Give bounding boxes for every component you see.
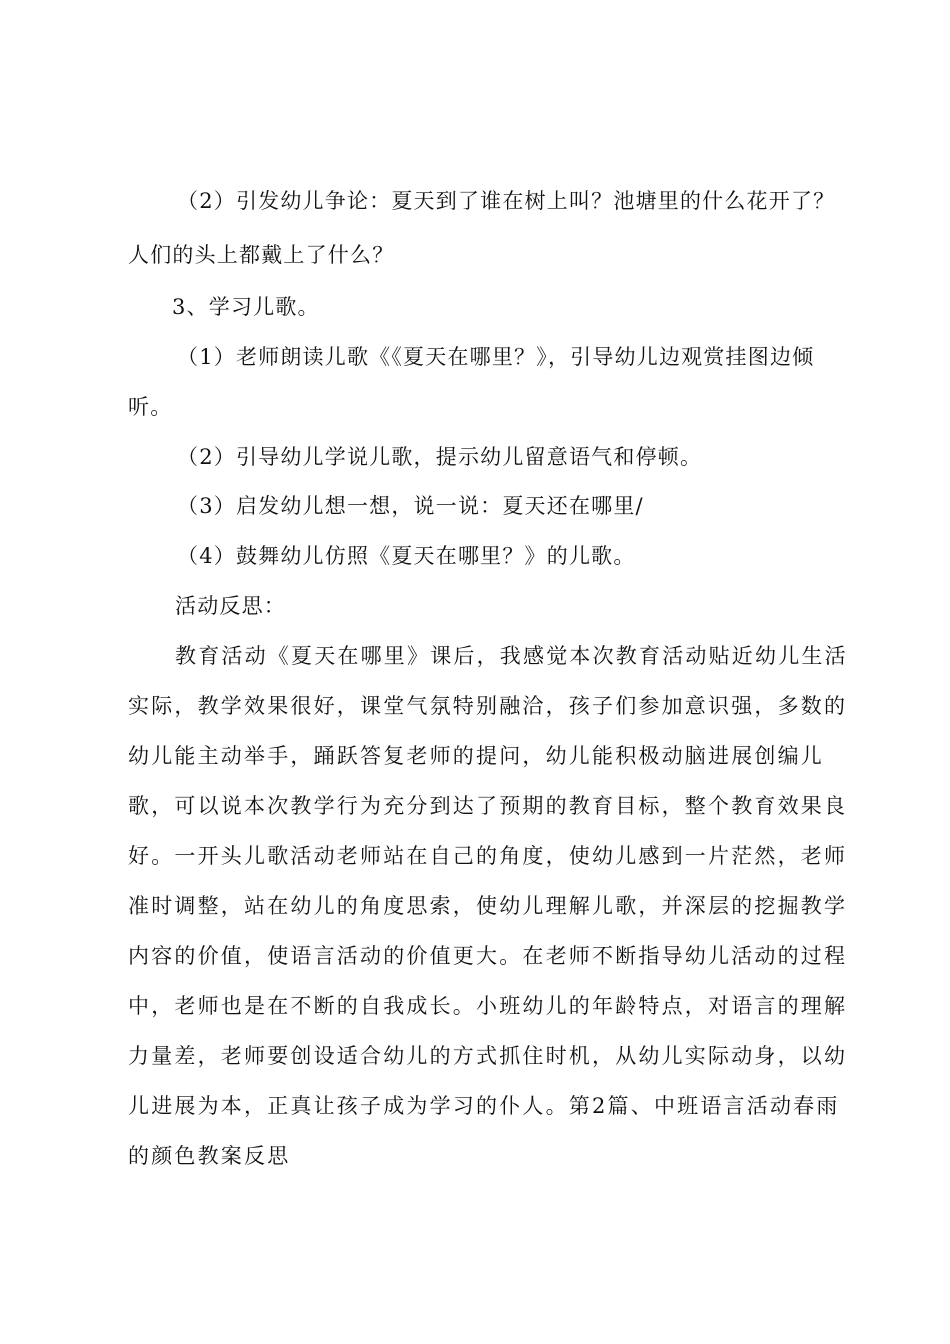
reflection-line: 的颜色教案反思 [128,1144,291,1168]
item-2-2-line-1: （2）引发幼儿争论：夏天到了谁在树上叫？池塘里的什么花开了？ [177,189,836,213]
item-2-2-line-2: 人们的头上都戴上了什么？ [128,243,395,267]
item-3-3: （3）启发幼儿想一想，说一说：夏天还在哪里/ [177,494,644,518]
reflection-line: 歌，可以说本次教学行为充分到达了预期的教育目标，整个教育效果良 [128,794,848,818]
reflection-line: 实际，教学效果很好，课堂气氛特别融洽，孩子们参加意识强，多数的 [128,694,848,718]
reflection-line: 儿进展为本，正真让孩子成为学习的仆人。第2篇、中班语言活动春雨 [128,1094,840,1118]
item-3-1-line-1: （1）老师朗读儿歌《《夏天在哪里？》，引导幼儿边观赏挂图边倾 [177,345,815,369]
item-3-1-line-2: 听。 [128,395,173,419]
reflection-line: 教育活动《夏天在哪里》课后，我感觉本次教育活动贴近幼儿生活 [175,644,848,668]
reflection-line: 准时调整，站在幼儿的角度思索，使幼儿理解儿歌，并深层的挖掘教学 [128,894,848,918]
reflection-line: 内容的价值，使语言活动的价值更大。在老师不断指导幼儿活动的过程 [128,944,848,968]
item-3-2: （2）引导幼儿学说儿歌，提示幼儿留意语气和停顿。 [177,445,703,469]
reflection-heading: 活动反思： [175,594,286,618]
section-3-heading: 3、学习儿歌。 [172,295,320,319]
reflection-line: 力量差，老师要创设适合幼儿的方式抓住时机，从幼儿实际动身，以幼 [128,1044,848,1068]
reflection-line: 好。一开头儿歌活动老师站在自己的角度，使幼儿感到一片茫然，老师 [128,844,848,868]
item-3-4: （4）鼓舞幼儿仿照《夏天在哪里？》的儿歌。 [177,544,636,568]
reflection-line: 幼儿能主动举手，踊跃答复老师的提问，幼儿能积极动脑进展创编儿 [128,744,824,768]
reflection-line: 中，老师也是在不断的自我成长。小班幼儿的年龄特点，对语言的理解 [128,994,848,1018]
